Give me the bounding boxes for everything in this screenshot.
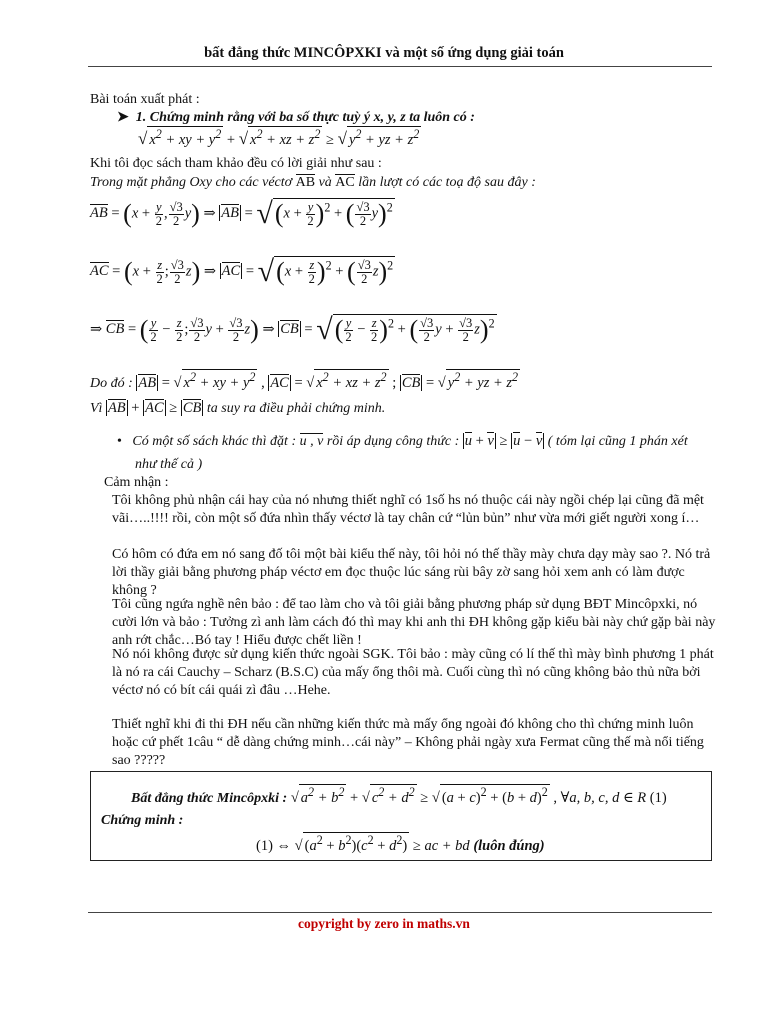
proof-note: (luôn đúng) [473, 837, 545, 854]
theorem-line: Bất đẳng thức Mincôpxki : √ $a^2 + b^2$ + √ $c^2 + d^2$ ≥ √ $(a + c)^2 + (b + d)^2$ , ∀a, b, c, d ∈ R (1) [131, 785, 667, 806]
bullet-end: ( tóm lại cũng 1 phán xét [547, 434, 688, 449]
paragraph-5: Thiết nghĩ khi đi thi ĐH nếu cần những kiến thức mà mấy ổng ngoài đó không cho thì chứng minh luôn hoặc cứ phết 1câu “ dễ dàng chứng minh…cái này” – Không phải ngày xưa Fermat cũng thế mà nổi tiếng sao ????? [112, 717, 704, 768]
bullet-vectors: u , v [299, 434, 324, 449]
header-rule [88, 66, 712, 67]
equation-ab: AB = (x + $\frac{y}{2}$ , $\frac{√3}{2}$ y) ⇒ AB = √(x + $\frac{y}{2}$ )$^2$ + ( $\frac{√3}{2}$ y)$^2$ [90, 197, 393, 230]
proof-label: Chứng minh : [101, 813, 184, 828]
equation-ac: AC = (x + $\frac{z}{2}$ ; $\frac{√3}{2}$ z) ⇒ AC = √(x + $\frac{z}{2}$ )$^2$ + ( $\frac{√3}{2}$ z)$^2$ [90, 255, 394, 288]
intro-label: Bài toán xuất phát : [90, 92, 200, 107]
paragraph-1: Tôi không phủ nhận cái hay của nó nhưng thiết nghĩ có 1số hs nó thuộc cái này ngồi chép lại cũng đã mệt vãi…..!!!! rồi, còn một số đứa nhìn thấy véctơ là tay chân cứ “lủn bủn” như vừa mới giết người xong í… [112, 493, 704, 526]
books-line: Khi tôi đọc sách tham khảo đều có lời giải như sau : [90, 156, 382, 171]
plane-text: Trong mặt phẳng Oxy cho các véctơ [90, 175, 293, 190]
paragraph-2: Có hôm có đứa em nó sang đố tôi một bài kiểu thế này, tôi hỏi nó thế thầy mày chưa dạy mày sao ?. Nó trả lời thầy giải bằng phương pháp véctơ em đọc thuộc lúc sáng rùi bây zờ sang hỏi xem anh có làm được không ? [112, 547, 711, 598]
proof-line: (1) ⇔ √ $(a^2 + b^2)(c^2 + d^2)$ ≥ ac + bd (luôn đúng) [256, 833, 545, 854]
bullet-mid: rồi áp dụng công thức : [326, 434, 460, 449]
theorem-tag: (1) [649, 789, 667, 806]
footer-rule [88, 912, 712, 913]
arrow-bullet-icon: ➤ [117, 110, 129, 125]
do-do-label: Do đó : [90, 375, 133, 391]
problem-text: 1. Chứng minh rằng với ba số thực tuỳ ý x, y, z ta luôn có : [135, 110, 475, 125]
bullet-text: Có một số sách khác thì đặt : [132, 434, 297, 449]
bullet-dot-icon: • [117, 434, 122, 449]
do-do-line: Do đó : AB = √ $x^2$ + xy + $y^2$ , AC = √ $x^2$ + xz + $z^2$ ; CB = √ $y^2$ + yz + $z^2$ [90, 370, 519, 391]
theorem-title: Bất đẳng thức Mincôpxki : [131, 790, 288, 806]
vector-ac: AC [335, 175, 355, 190]
vi-end-text: ta suy ra điều phải chứng minh. [206, 401, 386, 416]
page-title: bất đẳng thức MINCÔPXKI và một số ứng dụng giải toán [204, 45, 564, 61]
problem-statement [117, 109, 475, 127]
copyright-text: copyright by zero in maths.vn [298, 916, 470, 931]
and-word: và [318, 175, 332, 190]
paragraph-3: Tôi cũng ngứa nghề nên bảo : để tao làm cho và tôi giải bằng phương pháp sử dụng BĐT Mincôpxki, nó cười lớn và bảo : Tưởng zì anh làm cách đó thì may khi anh thi ĐH không gặp kiểu bài này chứ gặp bài này anh rớt chắc…Bó tay ! Hiểu được chết liền ! [112, 597, 716, 648]
theorem-box [90, 771, 712, 861]
main-inequality: √ $x^2$ + xy + $y^2$ + √ $x^2$ + xz + $z^2$ ≥ √ $y^2$ + yz + $z^2$ [138, 127, 420, 148]
vi-label: Vì [90, 401, 103, 416]
cam-nhan-label: Cảm nhận : [104, 475, 169, 490]
paragraph-4: Nó nói không được sử dụng kiến thức ngoài SGK. Tôi bảo : mày cũng có lí thế thì mày bình phương 1 phát là nó ra cái Cauchy – Scharz (B.S.C) của mấy ổng thôi mà. Cuối cùng thì nó cũng không bảo thủ nữa bởi véctơ nó có bít cái quái zì đâu …Hehe. [112, 647, 714, 698]
plane-line [90, 174, 536, 192]
equation-cb: ⇒ CB = ( $\frac{y}{2}$ − $\frac{z}{2}$ ; $\frac{√3}{2}$ y + $\frac{√3}{2}$ z) ⇒ CB = √( $\frac{y}{2}$ − $\frac{z}{2}$ )$^2$ + ( $\frac{√3}{2}$ y + $\frac{√3}{2}$ z)$^2$ [90, 313, 495, 346]
bullet-line: • Có một số sách khác thì đặt : u , v rồi áp dụng công thức : u + v ≥ u − v ( tóm lại cũng 1 phán xét [117, 433, 688, 449]
vi-line: Vì AB + AC ≥ CB ta suy ra điều phải chứng minh. [90, 400, 386, 416]
plane-end-text: lần lượt có các toạ độ sau đây : [358, 175, 536, 190]
bullet-end-2: như thế cả ) [135, 457, 203, 472]
vector-ab: AB [295, 175, 316, 190]
